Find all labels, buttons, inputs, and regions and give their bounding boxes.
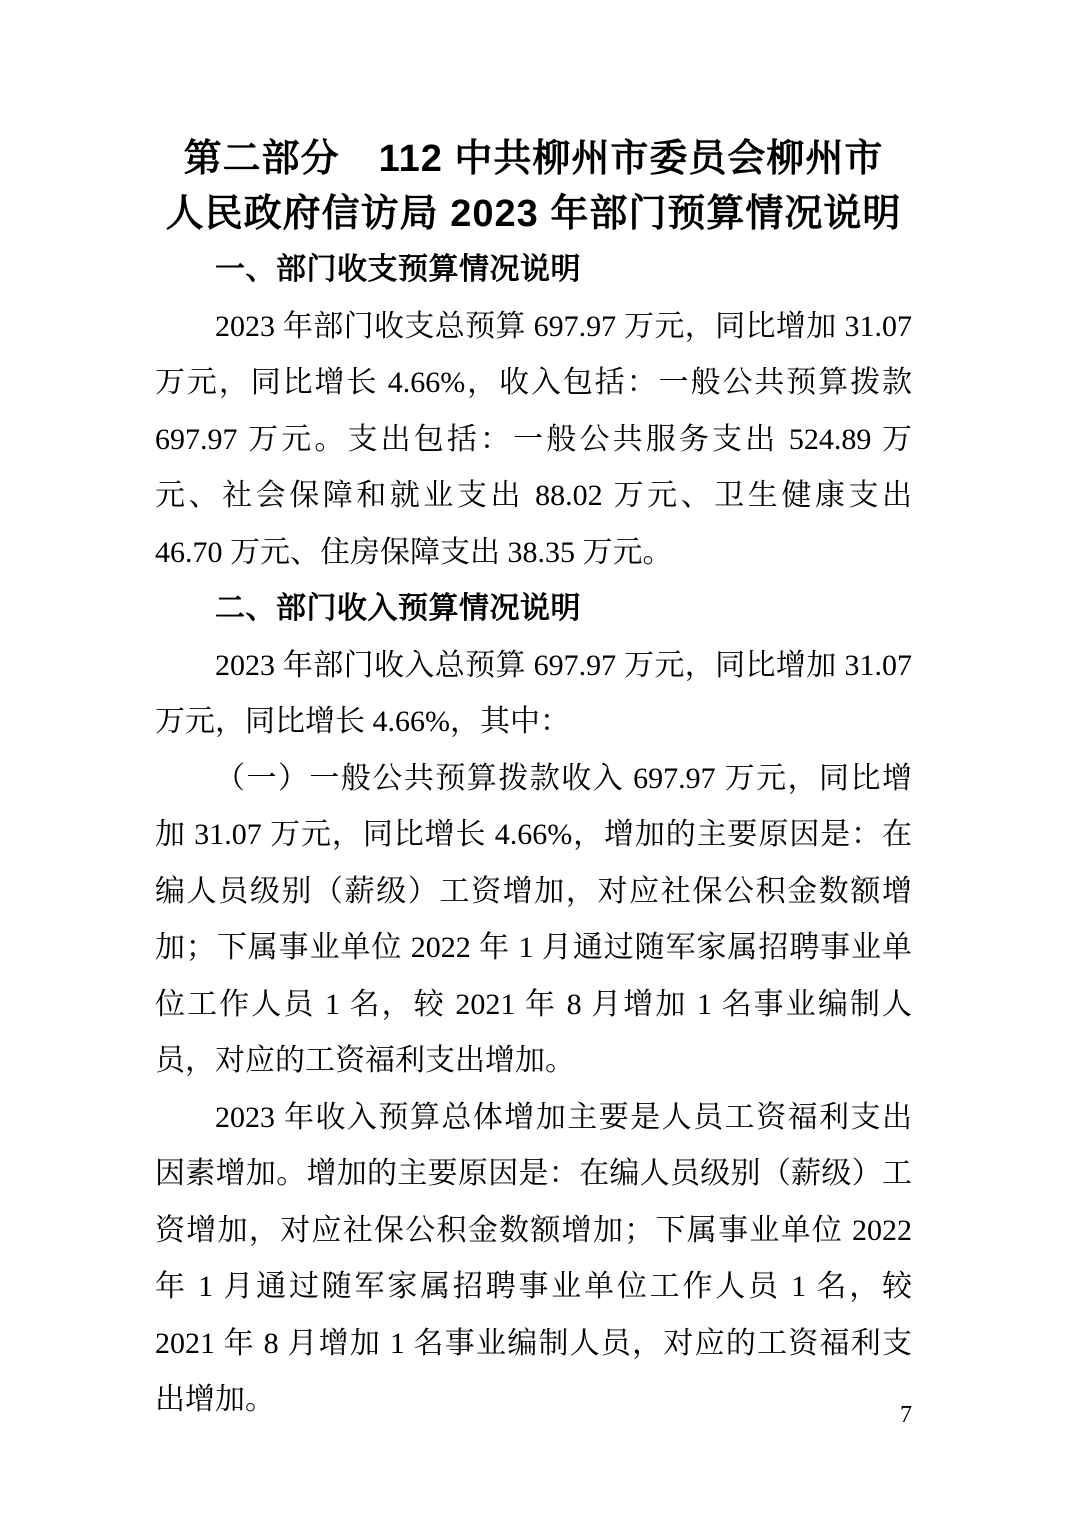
- page-number: 7: [900, 1402, 912, 1428]
- paragraph-income-increase-reason: 2023 年收入预算总体增加主要是人员工资福利支出因素增加。增加的主要原因是：在编人员级别（薪级）工资增加，对应社保公积金数额增加；下属事业单位 2022 年 1 月通过随军家属招聘事业单位工作人员 1 名，较 2021 年 8 月增加 1 名事业编制人员，对应的工资福利支出增加。: [155, 1100, 912, 1416]
- document-title-line-2: 人民政府信访局 2023 年部门预算情况说明: [165, 193, 902, 235]
- document-content: [155, 132, 912, 1429]
- paragraph-income-general-public-budget: （一）一般公共预算拨款收入 697.97 万元，同比增加 31.07 万元，同比增长 4.66%，增加的主要原因是：在编人员级别（薪级）工资增加，对应社保公积金数额增加；下属事业单位 2022 年 1 月通过随军家属招聘事业单位工作人员 1 名，较 2021 年 8 月增加 1 名事业编制人员，对应的工资福利支出增加。: [155, 761, 912, 1077]
- paragraph-budget-overview: 2023 年部门收支总预算 697.97 万元，同比增加 31.07 万元，同比增长 4.66%，收入包括：一般公共预算拨款 697.97 万元。支出包括：一般公共服务支出 524.89 万元、社会保障和就业支出 88.02 万元、卫生健康支出 46.70 万元、住房保障支出 38.35 万元。: [155, 309, 912, 569]
- document-title-line-1: 第二部分 112 中共柳州市委员会柳州市: [183, 138, 884, 180]
- paragraph-income-total: 2023 年部门收入总预算 697.97 万元，同比增加 31.07 万元，同比增长 4.66%，其中：: [155, 648, 912, 738]
- section-heading-budget-overview: 一、部门收支预算情况说明: [215, 253, 581, 286]
- section-heading-income-budget: 二、部门收入预算情况说明: [215, 592, 581, 625]
- document-title: [155, 132, 912, 242]
